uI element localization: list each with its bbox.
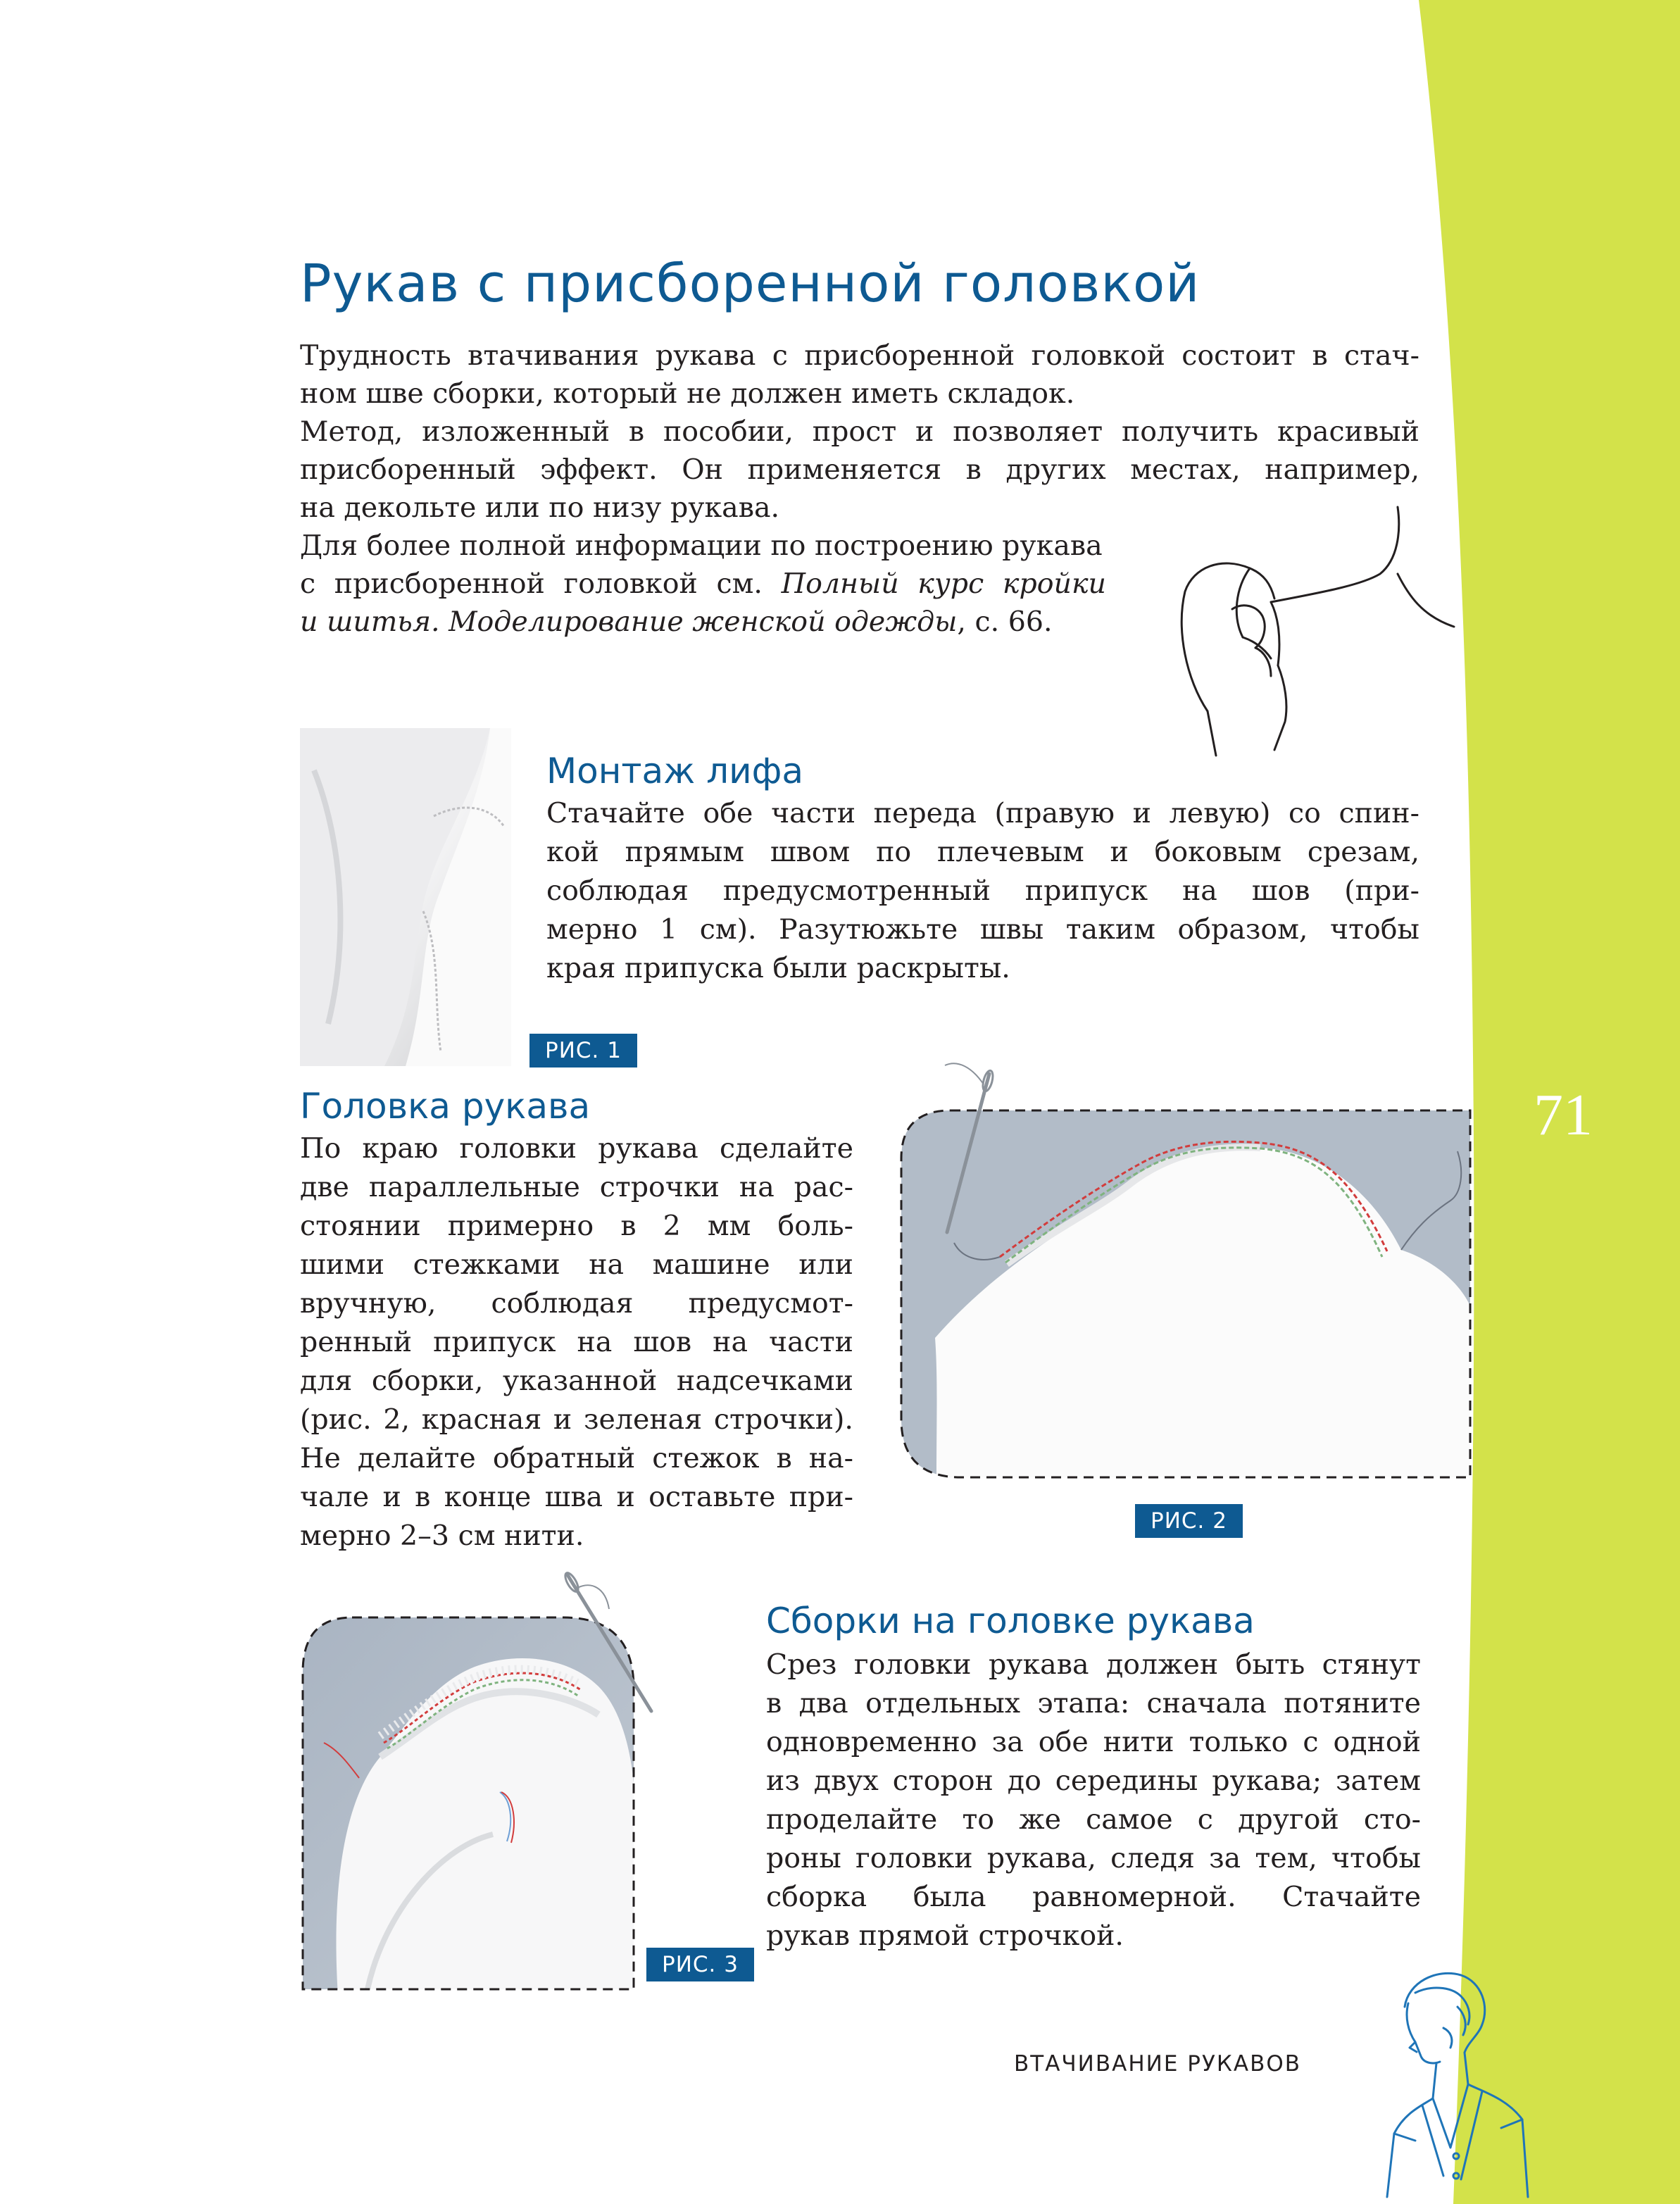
body-line: Срез головки рукава должен быть стянут xyxy=(766,1648,1421,1681)
book-reference: и шитья. Моделирование женской одежды xyxy=(300,606,958,638)
body-line: кой прямым швом по плечевым и боковым срезам, xyxy=(546,836,1419,868)
body-line: вручную, соблюдая предусмот- xyxy=(300,1287,853,1320)
section-heading-bodice: Монтаж лифа xyxy=(546,751,803,791)
figure-1-photo xyxy=(300,728,511,1066)
figure-2-photo xyxy=(894,1053,1479,1489)
intro-line: Метод, изложенный в пособии, прост и позволяет получить красивый xyxy=(300,415,1419,448)
intro-line xyxy=(300,565,1106,603)
body-line: рукав прямой строчкой. xyxy=(766,1920,1124,1952)
body-line: шими стежками на машине или xyxy=(300,1248,853,1281)
body-line: для сборки, указанной надсечками xyxy=(300,1365,853,1397)
hand-sketch-icon xyxy=(1165,503,1461,757)
body-line: чале и в конце шва и оставьте при- xyxy=(300,1481,853,1513)
body-line: стоянии примерно в 2 мм боль- xyxy=(300,1210,853,1242)
body-line: мерно 2–3 см нити. xyxy=(300,1520,584,1552)
intro-line-text: с присборенной головкой см. xyxy=(300,568,763,600)
intro-line: на декольте или по низу рукава. xyxy=(300,491,780,524)
body-line: сборка была равномерной. Стачайте xyxy=(766,1881,1421,1913)
intro-line: Для более полной информации по построению рукава xyxy=(300,530,1103,562)
body-line: края припуска были раскрыты. xyxy=(546,952,1010,984)
book-reference: Полный курс кройки xyxy=(781,568,1106,600)
body-line: из двух сторон до середины рукава; затем xyxy=(766,1765,1421,1797)
intro-line: присборенный эффект. Он применяется в других местах, например, xyxy=(300,453,1419,486)
body-line: ренный припуск на шов на части xyxy=(300,1326,853,1358)
body-line: Стачайте обе части переда (правую и левую) со спин- xyxy=(546,797,1419,829)
figure-2-label: РИС. 2 xyxy=(1135,1504,1243,1538)
woman-sketch-icon xyxy=(1338,1965,1570,2204)
body-line: Не делайте обратный стежок в на- xyxy=(300,1442,853,1474)
section-body-bodice xyxy=(546,794,1419,988)
body-line: роны головки рукава, следя за тем, чтобы xyxy=(766,1842,1421,1874)
section-body-gathering xyxy=(766,1646,1421,1955)
figure-3-label: РИС. 3 xyxy=(646,1948,754,1981)
section-footer: ВТАЧИВАНИЕ РУКАВОВ xyxy=(1014,2051,1301,2077)
section-body-sleeve-cap xyxy=(300,1129,853,1555)
body-line: две параллельные строчки на рас- xyxy=(300,1171,853,1203)
intro-line: Трудность втачивания рукава с присборенной головкой состоит в стач- xyxy=(300,339,1419,372)
body-line: одновременно за обе нити только с одной xyxy=(766,1726,1421,1758)
body-line: в два отдельных этапа: сначала потяните xyxy=(766,1687,1421,1720)
section-heading-gathering: Сборки на головке рукава xyxy=(766,1601,1255,1641)
body-line: По краю головки рукава сделайте xyxy=(300,1132,853,1165)
body-line: соблюдая предусмотренный припуск на шов (при- xyxy=(546,875,1419,907)
page-number: 71 xyxy=(1534,1082,1593,1148)
body-line: проделайте то же самое с другой сто- xyxy=(766,1803,1421,1836)
page-reference: , с. 66. xyxy=(957,606,1053,638)
section-heading-sleeve-cap: Головка рукава xyxy=(300,1086,591,1127)
intro-line: ном шве сборки, который не должен иметь складок. xyxy=(300,377,1075,410)
body-line: мерно 1 см). Разутюжьте швы таким образом, чтобы xyxy=(546,913,1419,946)
page-title: Рукав с присборенной головкой xyxy=(300,253,1201,314)
figure-3-photo xyxy=(296,1567,662,1996)
body-line: (рис. 2, красная и зеленая строчки). xyxy=(300,1403,853,1436)
figure-1-label: РИС. 1 xyxy=(529,1034,637,1067)
